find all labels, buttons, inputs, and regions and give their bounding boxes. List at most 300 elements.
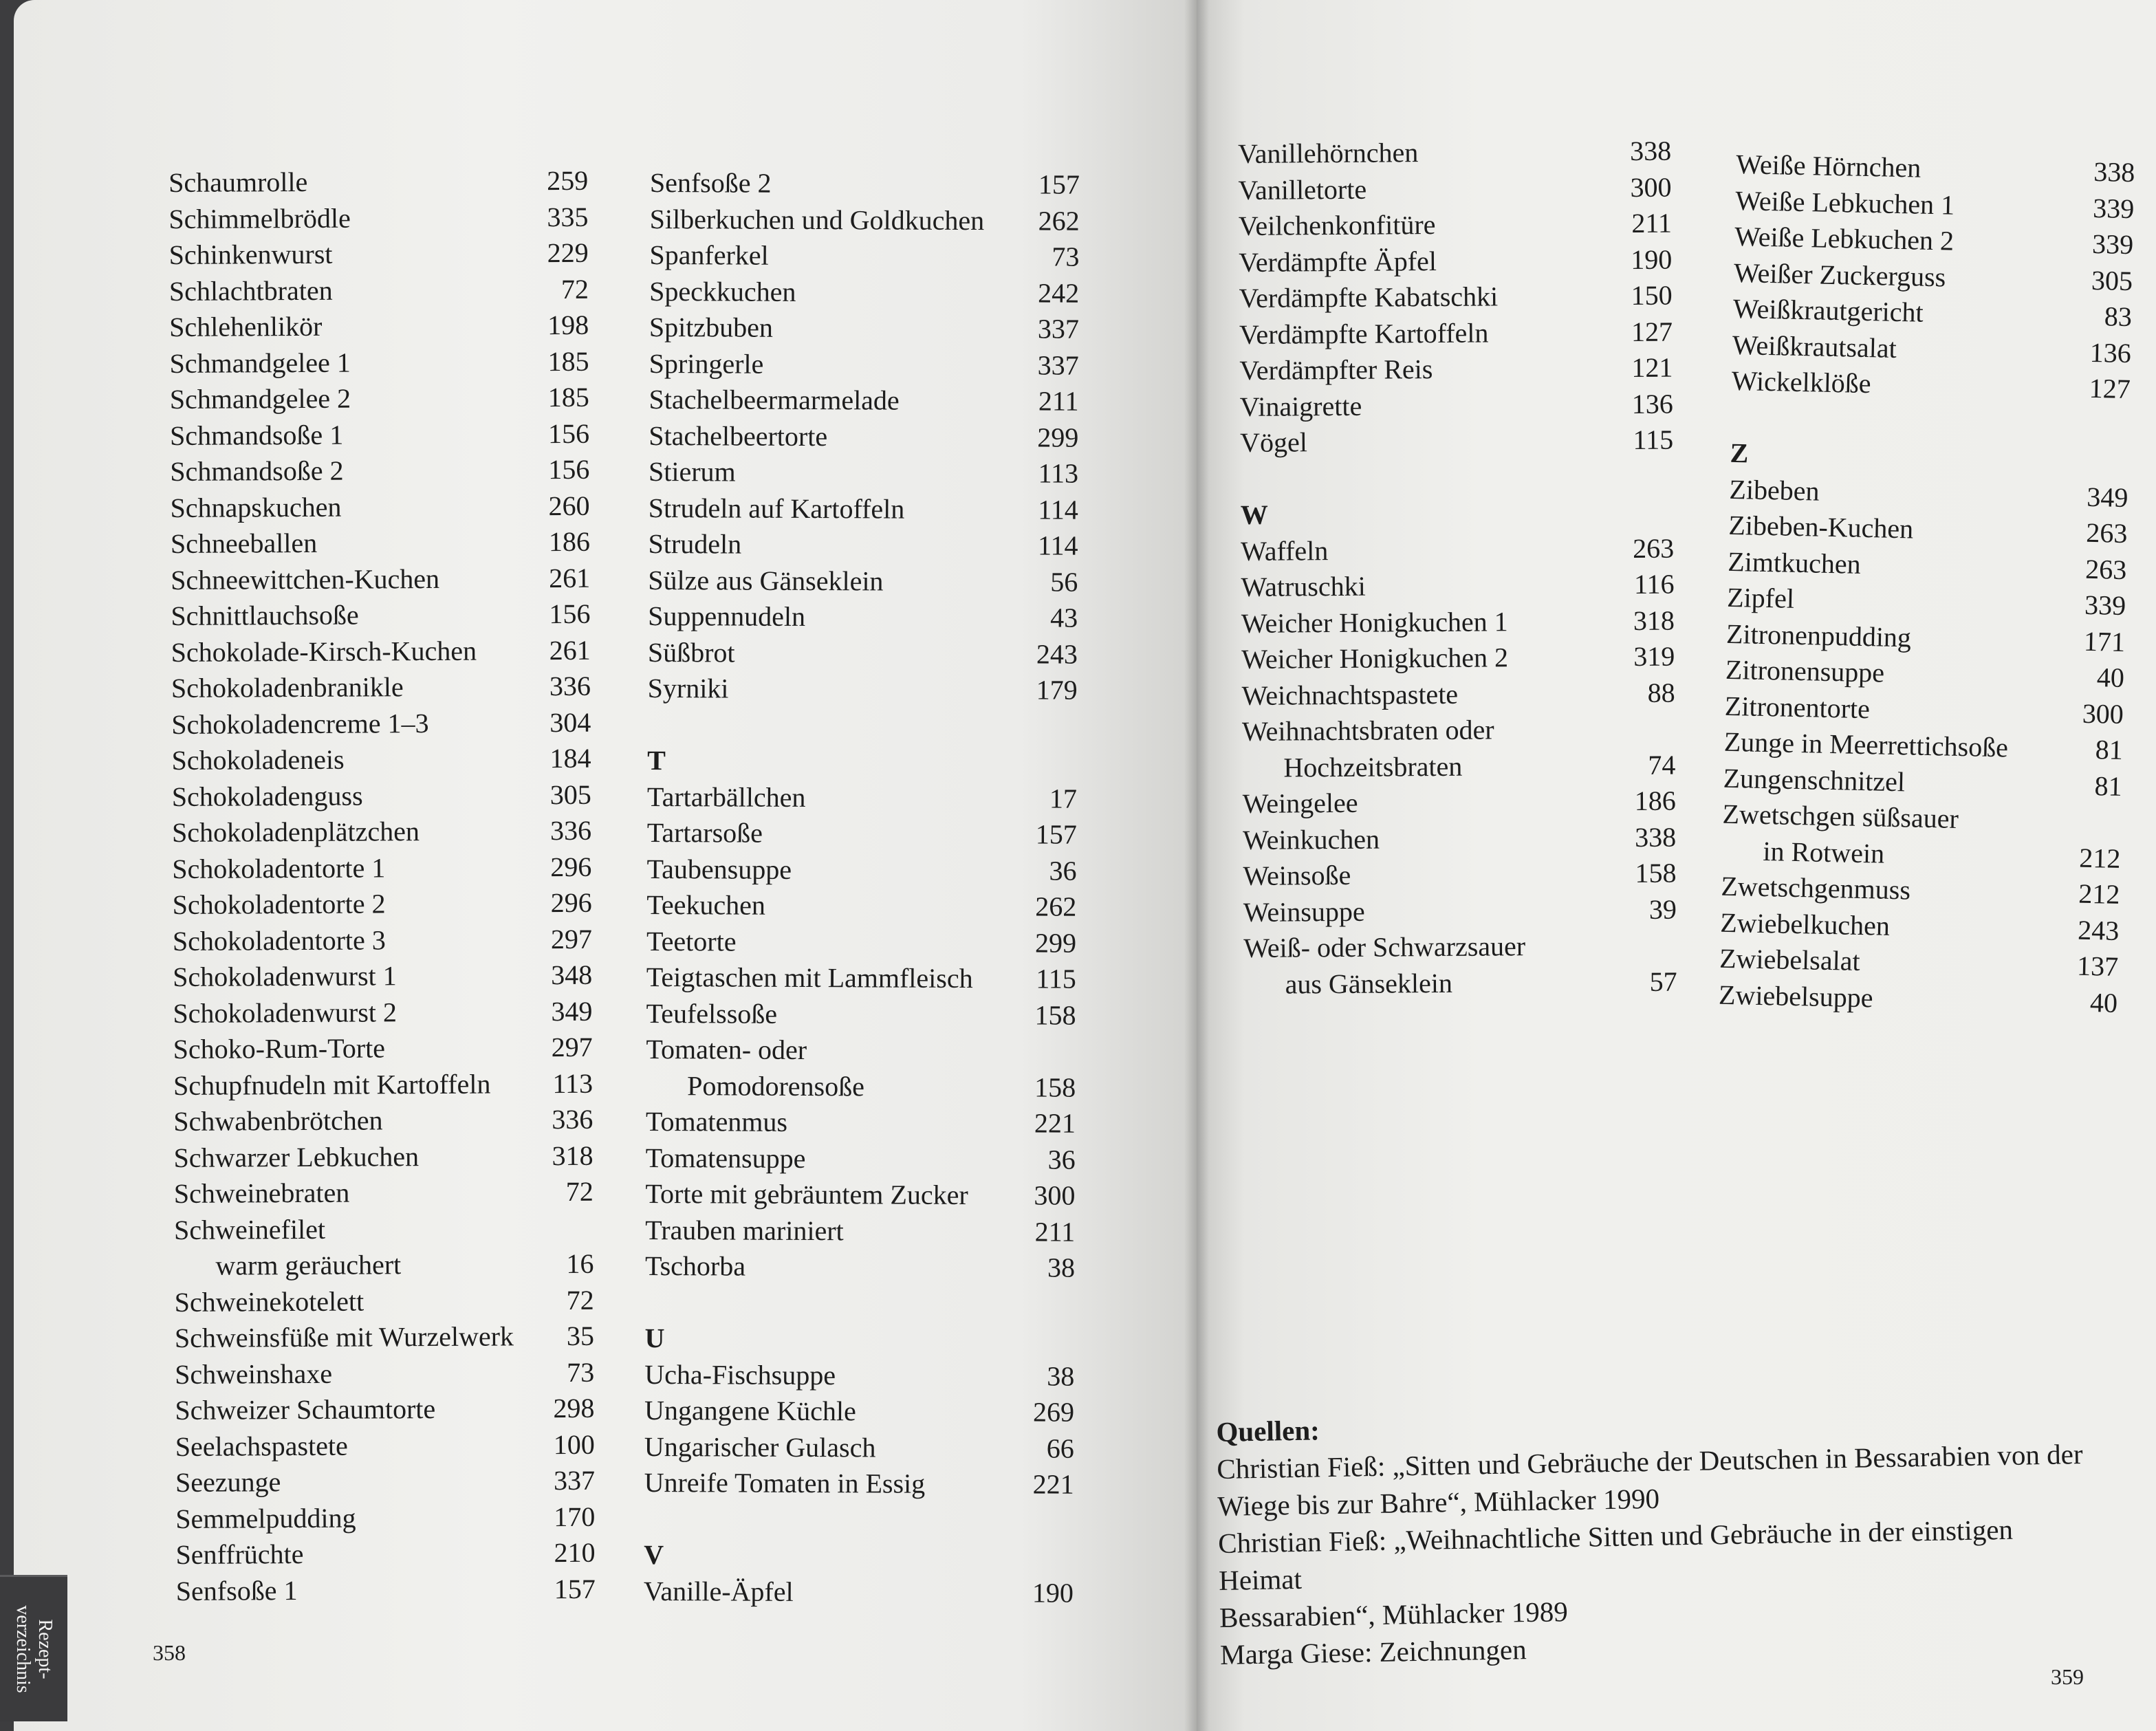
sources-line: Wiege bis zur Bahre“, Mühlacker 1990	[1217, 1482, 1660, 1522]
entry-title: Schokoladencreme 1–3	[171, 707, 429, 740]
index-entry	[646, 959, 1076, 997]
index-entry	[649, 345, 1079, 383]
entry-page-number: 100	[553, 1428, 595, 1460]
index-entry	[646, 1140, 1076, 1177]
entry-page-number: 339	[2091, 228, 2134, 261]
index-entry	[647, 815, 1077, 853]
entry-page-number: 113	[552, 1067, 594, 1099]
entry-title: Zwetschgen süßsauer	[1722, 798, 1959, 834]
entry-page-number: 186	[1634, 785, 1676, 816]
entry-page-number: 243	[1036, 638, 1078, 670]
entry-page-number: 262	[1035, 891, 1077, 922]
index-entry	[649, 309, 1079, 347]
entry-title: Vanillehörnchen	[1238, 137, 1419, 169]
index-entry	[1243, 891, 1677, 930]
entry-page-number: 337	[553, 1464, 596, 1496]
entry-title: Strudeln auf Kartoffeln	[648, 492, 905, 525]
entry-page-number: 263	[1633, 532, 1675, 564]
entry-title: Schnittlauchsoße	[171, 599, 359, 631]
entry-title: Zunge in Meerrettichsoße	[1723, 726, 2009, 763]
book-gutter	[1184, 0, 1209, 1731]
index-entry	[171, 668, 591, 707]
entry-title: Schimmelbrödle	[168, 202, 351, 235]
index-entry	[645, 1212, 1075, 1250]
index-entry	[172, 849, 591, 887]
index-entry	[1239, 314, 1673, 353]
entry-page-number: 338	[2093, 155, 2135, 188]
index-entry	[648, 671, 1078, 708]
index-entry	[1241, 567, 1674, 606]
entry-page-number: 81	[2095, 734, 2124, 765]
entry-title: Vögel	[1239, 426, 1308, 458]
index-entry	[170, 380, 589, 418]
entry-title: aus Gänseklein	[1285, 967, 1453, 1000]
index-entry	[648, 634, 1078, 672]
index-entry	[1243, 819, 1676, 858]
entry-title: Schokoladenbranikle	[171, 671, 404, 704]
index-entry	[175, 1318, 594, 1357]
entry-title: Ungangene Küchle	[644, 1394, 856, 1427]
entry-title: Torte mit gebräuntem Zucker	[645, 1177, 968, 1211]
entry-title: Weihnachtsbraten oder	[1241, 714, 1494, 747]
entry-title: Ungarischer Gulasch	[644, 1430, 876, 1463]
sources-line: Christian Fieß: „Sitten und Gebräuche der Deutschen in Bessarabien von der	[1217, 1438, 2083, 1485]
index-entry	[175, 1463, 595, 1501]
entry-page-number: 150	[1631, 279, 1673, 312]
entry-page-number: 56	[1050, 566, 1078, 598]
entry-page-number: 158	[1034, 1071, 1076, 1103]
entry-page-number: 338	[1630, 135, 1672, 167]
entry-page-number: 36	[1047, 1144, 1076, 1175]
index-entry	[649, 490, 1078, 527]
entry-title: Wickelklöße	[1731, 364, 1872, 400]
entry-title: Schmandgelee 2	[169, 382, 351, 415]
entry-title: warm geräuchert	[215, 1249, 402, 1281]
index-entry	[169, 343, 589, 382]
entry-title: Unreife Tomaten in Essig	[644, 1466, 926, 1499]
entry-title: Weißkrautsalat	[1732, 329, 1897, 364]
entry-page-number: 263	[2084, 553, 2127, 585]
entry-page-number: 88	[1647, 677, 1675, 708]
entry-title: Schmandsoße 1	[169, 419, 344, 451]
entry-title: Schneeballen	[170, 527, 318, 559]
entry-title: Zwiebelkuchen	[1719, 906, 1891, 941]
entry-page-number: 179	[1036, 674, 1078, 706]
entry-title: Schnapskuchen	[170, 491, 342, 523]
entry-page-number: 157	[554, 1573, 596, 1604]
index-entry	[646, 887, 1076, 925]
index-entry	[644, 1428, 1074, 1466]
index-entry	[175, 1391, 594, 1429]
entry-page-number: 338	[1634, 821, 1677, 853]
entry-title: Zungenschnitzel	[1723, 762, 1906, 797]
index-entry	[649, 237, 1079, 275]
entry-page-number: 296	[550, 851, 592, 882]
entry-title: Tartarsoße	[646, 816, 763, 849]
entry-title: Weicher Honigkuchen 1	[1241, 605, 1508, 639]
entry-page-number: 300	[1630, 171, 1672, 203]
entry-page-number: 221	[1032, 1468, 1074, 1500]
index-entry	[1241, 639, 1675, 678]
entry-page-number: 115	[1633, 424, 1674, 455]
index-column-3	[1238, 133, 1677, 1003]
entry-title: in Rotwein	[1763, 835, 1885, 869]
entry-title: Spanferkel	[649, 239, 769, 271]
entry-page-number: 127	[2089, 372, 2131, 405]
index-entry	[171, 560, 590, 598]
index-entry	[168, 199, 588, 237]
index-entry	[174, 1174, 594, 1212]
entry-title: Weiße Hörnchen	[1735, 148, 1921, 184]
entry-page-number: 297	[550, 923, 593, 955]
entry-title: Senfsoße 1	[175, 1574, 298, 1607]
entry-page-number: 299	[1037, 421, 1079, 453]
entry-page-number: 243	[2077, 914, 2120, 946]
entry-title: Stachelbeermarmelade	[649, 383, 900, 416]
entry-title: Schwarzer Lebkuchen	[173, 1140, 420, 1173]
index-entry	[644, 1393, 1074, 1430]
entry-title: Schlehenlikör	[169, 310, 323, 342]
index-letter-heading: W	[1240, 499, 1268, 530]
entry-title: Silberkuchen und Goldkuchen	[649, 203, 985, 236]
entry-page-number: 318	[552, 1140, 594, 1171]
index-letter-heading: U	[644, 1322, 665, 1354]
entry-title: Schweinebraten	[173, 1177, 350, 1209]
index-entry	[171, 632, 591, 671]
entry-title: Syrniki	[647, 672, 729, 704]
index-entry	[171, 524, 590, 563]
entry-title: Zitronentorte	[1724, 690, 1871, 724]
entry-page-number: 229	[547, 237, 589, 269]
entry-page-number: 263	[2085, 516, 2128, 549]
index-entry	[1239, 206, 1672, 245]
index-entry	[648, 526, 1078, 564]
entry-page-number: 35	[566, 1320, 595, 1351]
index-entry	[171, 596, 590, 635]
entry-page-number: 17	[1049, 783, 1078, 814]
index-entry	[1239, 241, 1672, 281]
index-entry	[168, 163, 588, 202]
entry-page-number: 74	[1648, 749, 1676, 781]
entry-page-number: 211	[1034, 1215, 1076, 1248]
sources-block	[1216, 1398, 2100, 1673]
entry-title: Waffeln	[1241, 534, 1329, 567]
entry-title: Senfsoße 2	[649, 166, 772, 199]
entry-title: Schokoladeneis	[171, 743, 345, 776]
entry-page-number: 171	[2083, 625, 2126, 657]
index-entry	[649, 454, 1078, 492]
entry-page-number: 115	[1036, 963, 1076, 994]
index-entry	[170, 415, 589, 454]
entry-title: Schokoladenwurst 1	[173, 960, 397, 992]
entry-title: Ucha-Fischsuppe	[644, 1358, 836, 1391]
entry-page-number: 297	[551, 1031, 593, 1063]
index-entry-continuation	[1243, 964, 1677, 1003]
entry-page-number: 137	[2076, 950, 2119, 982]
entry-title: Weinsuppe	[1243, 895, 1365, 928]
entry-page-number: 339	[2092, 192, 2135, 224]
entry-title: Schupfnudeln mit Kartoffeln	[173, 1068, 491, 1101]
index-entry	[173, 1137, 593, 1176]
entry-title: Seelachspastete	[175, 1430, 348, 1462]
index-entry	[1238, 169, 1671, 208]
index-letter-heading: T	[647, 744, 666, 776]
index-entry	[173, 993, 592, 1032]
entry-page-number: 66	[1046, 1433, 1074, 1464]
entry-page-number: 242	[1038, 276, 1080, 309]
entry-page-number: 157	[1038, 168, 1080, 200]
sources-line: Marga Giese: Zeichnungen	[1219, 1633, 1527, 1670]
index-entry	[646, 1104, 1076, 1142]
index-entry	[649, 417, 1078, 455]
entry-page-number: 211	[1631, 207, 1673, 239]
entry-page-number: 300	[1034, 1179, 1076, 1211]
entry-page-number: 298	[553, 1392, 595, 1424]
entry-page-number: 121	[1631, 351, 1673, 384]
index-entry	[649, 273, 1079, 311]
index-spacer	[1240, 458, 1673, 497]
entry-title: Teufelssoße	[646, 997, 778, 1030]
entry-page-number: 304	[549, 706, 591, 738]
entry-page-number: 269	[1032, 1396, 1075, 1428]
entry-page-number: 40	[2089, 986, 2118, 1019]
index-entry	[649, 382, 1078, 420]
entry-title: Zibeben	[1729, 473, 1820, 507]
entry-title: Taubensuppe	[646, 853, 792, 885]
index-entry	[169, 307, 589, 346]
entry-page-number: 81	[2094, 770, 2123, 802]
entry-title: Schoko-Rum-Torte	[173, 1032, 386, 1065]
index-entry-continuation	[1242, 747, 1675, 786]
index-entry	[645, 1248, 1075, 1286]
index-entry	[172, 776, 591, 815]
entry-page-number: 261	[549, 634, 591, 666]
entry-page-number: 299	[1034, 926, 1077, 959]
entry-page-number: 349	[551, 995, 593, 1027]
entry-title: Stierum	[648, 455, 736, 488]
index-entry	[648, 598, 1078, 636]
entry-page-number: 349	[2086, 481, 2128, 513]
entry-page-number: 158	[1635, 857, 1677, 889]
entry-title: Zwiebelsalat	[1719, 942, 1861, 977]
index-entry	[173, 957, 592, 996]
entry-page-number: 336	[552, 1103, 594, 1135]
entry-title: Schlachtbraten	[168, 274, 333, 307]
index-entry	[644, 1465, 1074, 1503]
entry-title: Zwiebelsuppe	[1718, 979, 1873, 1013]
entry-title: Schmandsoße 2	[170, 455, 344, 487]
index-entry	[646, 1032, 1076, 1069]
entry-page-number: 348	[551, 959, 593, 991]
entry-title: Zibeben-Kuchen	[1728, 509, 1914, 545]
entry-title: Süßbrot	[647, 636, 735, 668]
index-entry	[174, 1210, 594, 1248]
entry-title: Hochzeitsbraten	[1283, 750, 1463, 783]
entry-page-number: 113	[1038, 457, 1079, 489]
entry-page-number: 157	[1035, 818, 1077, 850]
entry-title: Weinkuchen	[1242, 823, 1380, 856]
entry-title: Weicher Honigkuchen 2	[1241, 642, 1509, 675]
entry-title: Verdämpfte Kartoffeln	[1239, 316, 1489, 350]
entry-page-number: 184	[549, 742, 591, 774]
index-entry	[175, 1426, 595, 1465]
entry-title: Tartarbällchen	[646, 781, 806, 813]
index-entry	[1240, 386, 1673, 425]
entry-page-number: 38	[1047, 1252, 1076, 1283]
entry-title: Stachelbeertorte	[649, 420, 828, 452]
entry-title: Schokoladentorte 2	[172, 888, 386, 920]
index-entry-continuation	[174, 1246, 594, 1285]
entry-title: Schmandgelee 1	[169, 347, 351, 379]
index-entry	[169, 235, 589, 274]
entry-title: Zimtkuchen	[1727, 545, 1862, 580]
sources-heading: Quellen:	[1216, 1414, 1320, 1448]
index-entry	[646, 995, 1076, 1033]
entry-title: Schokolade-Kirsch-Kuchen	[171, 635, 477, 668]
entry-page-number: 185	[547, 381, 589, 413]
index-column-1	[168, 163, 596, 1609]
entry-page-number: 114	[1037, 530, 1078, 561]
index-entry	[647, 779, 1077, 816]
section-thumb-tab	[0, 1575, 67, 1721]
index-entry	[173, 1030, 593, 1068]
entry-page-number: 114	[1038, 493, 1078, 525]
entry-title: Schweinekotelett	[174, 1285, 364, 1318]
entry-page-number: 262	[1038, 204, 1080, 237]
index-entry	[175, 1535, 595, 1574]
index-entry	[173, 1065, 593, 1104]
entry-page-number: 158	[1034, 999, 1076, 1031]
entry-title: Springerle	[649, 347, 764, 380]
entry-title: Verdämpfter Reis	[1239, 353, 1433, 386]
entry-title: Tomatensuppe	[645, 1142, 806, 1174]
entry-title: Weichnachtspastete	[1241, 678, 1459, 711]
index-letter-heading: V	[644, 1538, 664, 1571]
index-entry	[172, 813, 591, 851]
entry-title: Schokoladentorte 1	[172, 851, 386, 884]
entry-page-number: 261	[549, 562, 591, 594]
entry-title: Schweinefilet	[173, 1213, 326, 1245]
entry-page-number: 186	[548, 525, 590, 558]
index-entry	[1240, 422, 1673, 461]
section-thumb-tab-label: Rezept- verzeichnis	[12, 1605, 56, 1693]
entry-title: Spitzbuben	[649, 311, 774, 343]
index-entry	[1241, 530, 1674, 569]
index-entry	[175, 1282, 594, 1320]
index-column-4	[1719, 146, 2135, 1021]
entry-page-number: 221	[1034, 1107, 1076, 1139]
entry-title: Vanille-Äpfel	[643, 1575, 794, 1607]
entry-title: Schneewittchen-Kuchen	[171, 563, 440, 596]
entry-title: Weiße Lebkuchen 1	[1734, 184, 1955, 221]
index-column-2	[644, 165, 1080, 1611]
entry-page-number: 318	[1633, 605, 1675, 636]
index-entry	[169, 271, 589, 309]
entry-title: Schwabenbrötchen	[173, 1104, 383, 1137]
entry-title: Suppennudeln	[648, 600, 806, 632]
entry-page-number: 336	[549, 670, 591, 702]
index-entry	[1239, 278, 1672, 317]
index-entry	[646, 923, 1076, 961]
index-spacer	[644, 1501, 1074, 1538]
index-entry	[650, 201, 1080, 239]
entry-page-number: 40	[2096, 662, 2125, 693]
entry-page-number: 335	[547, 201, 589, 232]
index-entry	[648, 562, 1078, 600]
page-number-right: 359	[2051, 1664, 2084, 1689]
entry-title: Veilchenkonfitüre	[1238, 208, 1436, 241]
index-entry	[644, 1356, 1074, 1394]
index-entry	[1241, 602, 1675, 642]
entry-page-number: 337	[1037, 313, 1080, 345]
entry-title: Semmelpudding	[175, 1502, 356, 1534]
entry-title: Trauben mariniert	[645, 1214, 844, 1246]
entry-title: Weingelee	[1242, 787, 1358, 819]
entry-page-number: 16	[566, 1248, 594, 1279]
index-entry	[644, 1573, 1074, 1611]
entry-page-number: 339	[2084, 589, 2126, 621]
entry-page-number: 43	[1050, 602, 1078, 633]
entry-title: Vinaigrette	[1239, 390, 1362, 422]
index-letter-heading: Z	[1730, 437, 1749, 469]
entry-title: Watruschki	[1241, 570, 1366, 602]
entry-page-number: 39	[1648, 893, 1677, 925]
entry-title: Schokoladenplätzchen	[171, 816, 420, 848]
entry-page-number: 190	[1631, 243, 1673, 275]
index-entry	[171, 741, 591, 779]
entry-page-number: 38	[1047, 1360, 1075, 1392]
entry-title: Zitronensuppe	[1725, 653, 1885, 688]
entry-page-number: 57	[1649, 966, 1677, 997]
index-entry-continuation	[646, 1067, 1076, 1105]
entry-title: Weißkrautgericht	[1732, 292, 1924, 328]
index-entry	[1238, 133, 1671, 173]
entry-page-number: 259	[547, 164, 589, 197]
index-entry	[1241, 675, 1675, 714]
entry-page-number: 212	[2078, 878, 2120, 910]
entry-page-number: 305	[2091, 264, 2133, 296]
entry-page-number: 212	[2078, 842, 2121, 874]
index-spacer	[645, 1284, 1075, 1322]
index-entry	[1243, 928, 1677, 967]
entry-title: Tschorba	[644, 1250, 746, 1282]
entry-title: Strudeln	[648, 527, 742, 560]
entry-title: Zwetschgenmuss	[1721, 870, 1911, 906]
entry-title: Schokoladentorte 3	[172, 924, 386, 957]
entry-page-number: 83	[2104, 301, 2133, 333]
index-entry	[646, 851, 1076, 889]
index-entry	[170, 488, 589, 526]
page-number-left: 358	[153, 1640, 186, 1665]
entry-page-number: 116	[1633, 568, 1675, 600]
entry-page-number: 156	[547, 417, 590, 449]
index-entry	[170, 452, 589, 490]
entry-page-number: 296	[550, 886, 592, 919]
sources-line: Christian Fieß: „Weihnachtliche Sitten und Gebräuche in der einstigen Heimat	[1217, 1513, 2014, 1596]
entry-title: Schweinsfüße mit Wurzelwerk	[174, 1320, 514, 1353]
index-entry	[1242, 711, 1675, 750]
index-entry	[650, 165, 1080, 203]
sources-line: Bessarabien“, Mühlacker 1989	[1219, 1596, 1569, 1633]
entry-title: Sülze aus Gänseklein	[648, 564, 884, 596]
entry-title: Speckkuchen	[649, 275, 796, 307]
entry-title: Weiße Lebkuchen 2	[1734, 220, 1954, 257]
entry-page-number: 211	[1038, 385, 1079, 417]
entry-page-number: 73	[1052, 241, 1080, 272]
entry-title: Teekuchen	[646, 889, 766, 921]
entry-title: Seezunge	[175, 1466, 281, 1498]
index-entry	[645, 1176, 1075, 1214]
